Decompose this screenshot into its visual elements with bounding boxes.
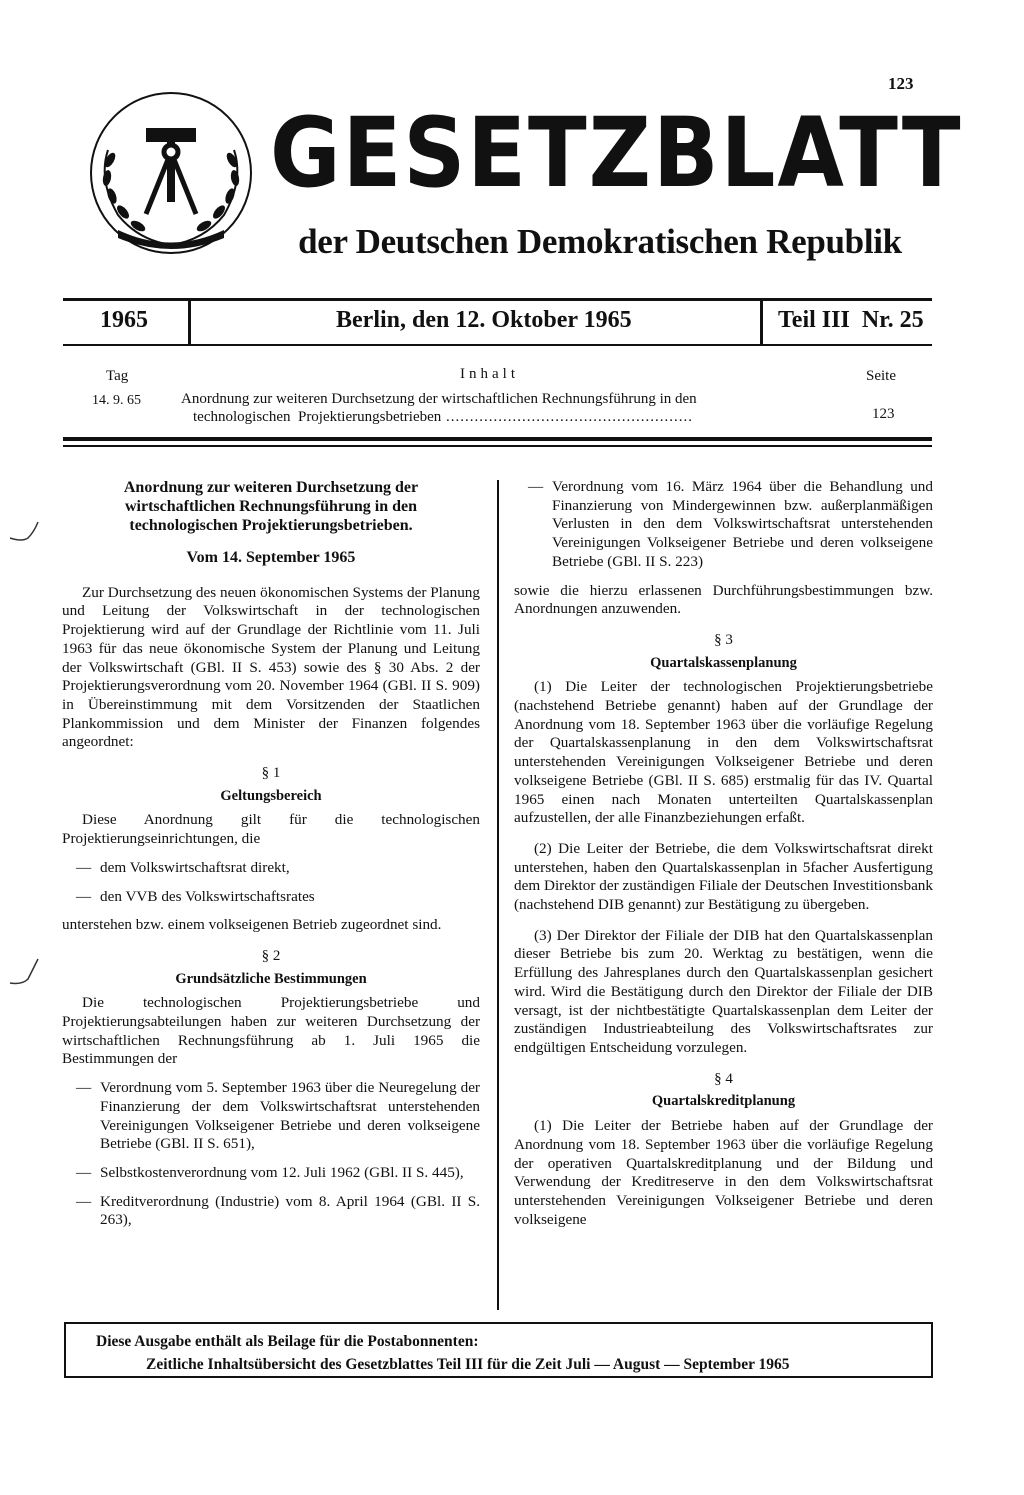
contents-rule-thick bbox=[63, 437, 932, 441]
section-3-para: (2) Die Leiter der Betriebe, die dem Volkswirtschaftsrat direkt unterstehen, haben den Quartalskassenplan in 5facher Ausfertigung dem Direktor der zuständigen Filiale der Deutschen Investitionsbank (nachstehend DIB genannt) zur Bestätigung zu übergeben. bbox=[514, 839, 933, 914]
issue-place-date: Berlin, den 12. Oktober 1965 bbox=[336, 307, 632, 333]
list-item-text: Verordnung vom 16. März 1964 über die Behandlung und Finanzierung von Mindergewinnen bzw. außerplanmäßigen Verlusten in den dem Volkswirtschaftsrat unterstehenden Vereinigungen Volkseigener Betriebe und deren volkseigene Betriebe (GBl. II S. 223) bbox=[552, 478, 933, 570]
page-number: 123 bbox=[888, 74, 914, 93]
list-item-text: den VVB des Volkswirtschaftsrates bbox=[100, 887, 315, 905]
margin-mark-icon bbox=[8, 518, 42, 558]
list-item-text: Selbstkostenverordnung vom 12. Juli 1962 (GBl. II S. 445), bbox=[100, 1163, 464, 1181]
contents-entry bbox=[181, 390, 841, 426]
list-item: — dem Volkswirtschaftsrat direkt, bbox=[76, 858, 290, 876]
section-2-intro: Die technologischen Projektierungsbetriebe und Projektierungsabteilungen haben zur weiteren Durchsetzung der wirtschaftlichen Rechnungsführung ab 1. Juli 1965 die Bestimmungen der bbox=[62, 994, 480, 1068]
masthead-subtitle: der Deutschen Demokratischen Republik bbox=[298, 222, 902, 261]
article-left-column bbox=[62, 478, 480, 1240]
section-3-heading: Quartalskassenplanung bbox=[650, 654, 797, 671]
section-2-outro: sowie die hierzu erlassenen Durchführungsbestimmungen bzw. Anordnungen anzuwenden. bbox=[514, 581, 933, 618]
list-item: — Verordnung vom 16. März 1964 über die Behandlung und Finanzierung von Mindergewinnen bzw. außerplanmäßigen Verlusten in den dem Volkswirtschaftsrat unterstehenden Vereinigungen Volkseigener Betriebe und deren volkseigene Betriebe (GBl. II S. 223) bbox=[528, 478, 933, 570]
contents-entry-line1: Anordnung zur weiteren Durchsetzung der wirtschaftlichen Rechnungsführung in den bbox=[181, 391, 697, 407]
contents-heading: Inhalt bbox=[460, 366, 519, 382]
state-emblem-icon bbox=[88, 90, 254, 256]
section-3-number: § 3 bbox=[714, 631, 733, 648]
list-item: — Kreditverordnung (Industrie) vom 8. April 1964 (GBl. II S. 263), bbox=[76, 1192, 480, 1229]
issue-part-number: Teil III Nr. 25 bbox=[778, 307, 924, 333]
section-3-para: (3) Der Direktor der Filiale der DIB hat den Quartalskassenplan dieser Betriebe bis zum 20. Werktag zu bestätigen, wenn die Erfüllung des Jahresplanes durch den Quartalskassenplan gesichert wird. Wird die Bestätigung durch den Direktor der Filiale der DIB versagt, ist der nichtbestätigte Quartalskassenplan dem Leiter der zuständigen Industrieabteilung des Volkswirtschaftsrates zur endgültigen Entscheidung vorzulegen. bbox=[514, 926, 933, 1056]
section-4-number: § 4 bbox=[714, 1070, 733, 1087]
section-4-heading: Quartalskreditplanung bbox=[651, 1093, 796, 1110]
article-date: Vom 14. September 1965 bbox=[186, 549, 356, 566]
supplement-notice-line2: Zeitliche Inhaltsübersicht des Gesetzblattes Teil III für die Zeit Juli — August — September 1965 bbox=[146, 1356, 790, 1373]
issue-year: 1965 bbox=[100, 307, 148, 333]
section-1-outro: unterstehen bzw. einem volkseigenen Betrieb zugeordnet sind. bbox=[62, 916, 442, 934]
column-divider bbox=[497, 480, 499, 1310]
list-item: — Verordnung vom 5. September 1963 über die Neuregelung der Finanzierung der dem Volkswirtschaftsrat unterstehenden Vereinigungen Volkseigener Betriebe und deren volkseigene Betriebe (GBl. II S. 651), bbox=[76, 1079, 480, 1153]
issue-bar-top-rule bbox=[63, 298, 932, 301]
section-1-number: § 1 bbox=[261, 765, 281, 782]
contents-entry-page: 123 bbox=[872, 406, 895, 422]
list-item: — den VVB des Volkswirtschaftsrates bbox=[76, 887, 315, 905]
list-item-text: dem Volkswirtschaftsrat direkt, bbox=[100, 858, 290, 876]
list-item: — Selbstkostenverordnung vom 12. Juli 1962 (GBl. II S. 445), bbox=[76, 1163, 464, 1181]
contents-page-heading: Seite bbox=[866, 368, 896, 384]
section-2-number: § 2 bbox=[261, 947, 281, 964]
contents-entry-leader: .................................................... bbox=[441, 409, 694, 425]
list-item-text: Verordnung vom 5. September 1963 über die Neuregelung der Finanzierung der dem Volkswirtschaftsrat unterstehenden Vereinigungen Volkseigener Betriebe und deren volkseigene Betriebe (GBl. II S. 651), bbox=[100, 1079, 480, 1153]
contents-rule-thin bbox=[63, 445, 932, 447]
article-preamble: Zur Durchsetzung des neuen ökonomischen Systems der Planung und Leitung der Volkswirtschaft in der technologischen Projektierung wird auf der Grundlage der Richtlinie vom 11. Juli 1963 für das neue ökonomische System der Planung und Leitung der Volkswirtschaft (GBl. II S. 453) sowie des § 30 Abs. 2 der Projektierungsverordnung vom 20. November 1964 (GBl. II S. 909) in Übereinstimmung mit dem Vorsitzenden der Staatlichen Plankommission und dem Minister der Finanzen folgendes angeordnet: bbox=[62, 583, 480, 751]
issue-bar-divider bbox=[760, 300, 763, 344]
masthead-title: GESETZBLATT bbox=[270, 97, 963, 210]
section-3-para: (1) Die Leiter der technologischen Projektierungsbetriebe (nachstehend Betriebe genannt) haben auf der Grundlage der Anordnung vom 18. September 1963 über die vorläufige Regelung der Quartalskassenplanung in den dem Volkswirtschaftsrat unterstehenden Vereinigungen Volkseigener Betriebe und deren volkseigene Betriebe (GBl. II S. 685) erstmalig für das IV. Quartal 1965 einen nach Monaten unterteilten Quartalskassenplan aufzustellen, der alle Finanzbeziehungen erfaßt. bbox=[514, 678, 933, 827]
issue-bar-divider bbox=[188, 300, 191, 344]
article-right-column bbox=[514, 478, 933, 1241]
section-1-heading: Geltungsbereich bbox=[220, 787, 322, 804]
list-item-text: Kreditverordnung (Industrie) vom 8. April 1964 (GBl. II S. 263), bbox=[100, 1192, 480, 1229]
contents-entry-date: 14. 9. 65 bbox=[92, 393, 141, 408]
contents-entry-line2: technologischen Projektierungsbetrieben bbox=[193, 409, 442, 425]
section-2-heading: Grundsätzliche Bestimmungen bbox=[175, 970, 367, 987]
supplement-notice-line1: Diese Ausgabe enthält als Beilage für die Postabonnenten: bbox=[96, 1333, 479, 1350]
article-title: Anordnung zur weiteren Durchsetzung der wirtschaftlichen Rechnungsführung in den technologischen Projektierungsbetrieben. bbox=[123, 479, 419, 534]
issue-bar-bottom-rule bbox=[63, 344, 932, 346]
margin-mark-icon bbox=[8, 955, 42, 995]
section-4-para: (1) Die Leiter der Betriebe haben auf der Grundlage der Anordnung vom 18. September 1963 über die vorläufige Regelung der operativen Quartalskreditplanung und der Bildung und Verwendung der Kreditreserve in den dem Volkswirtschaftsrat unterstehenden Vereinigungen Volkseigener Betriebe und deren volkseigene bbox=[514, 1117, 933, 1228]
section-1-intro: Diese Anordnung gilt für die technologischen Projektierungseinrichtungen, die bbox=[62, 811, 480, 848]
contents-day-heading: Tag bbox=[106, 368, 129, 384]
